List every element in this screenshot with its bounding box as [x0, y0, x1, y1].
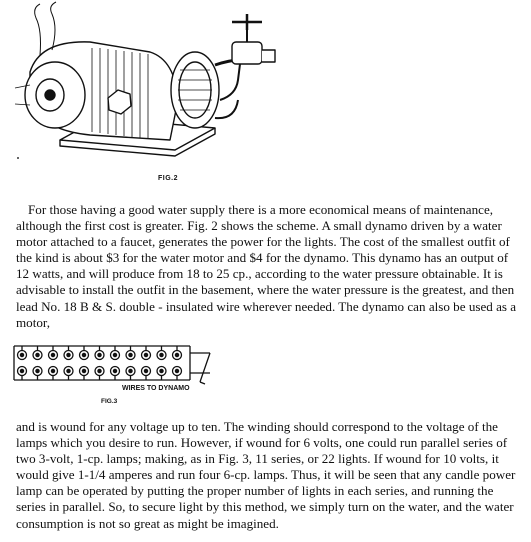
- paragraph-2: and is wound for any voltage up to ten. The winding should correspond to the voltage of the lamps which you desire to run. However, if wound for 6 volts, one could run parallel series of two 3-volt, 1-cp. lamps; making, as in Fig. 3, 11 series, or 22 lights. If wound for 10 volts, it would give 1-1/4 amperes and run four 6-cp. lamps. Thus, it will be seen that any candle power lamp can be operated by putting the proper number of lights in each series, and running the series in parallel. So, to secure light by this method, we simply turn on the water, and the water consumption is not so great as might be imagined.: [16, 419, 516, 531]
- wires-to-dynamo-label: WIRES TO DYNAMO: [122, 385, 190, 392]
- figure-3-caption: FIG.3: [101, 398, 118, 405]
- lamp-filament-icon: [82, 353, 85, 356]
- figure-3-lamp-wiring-diagram: [0, 338, 250, 413]
- lamp-filament-icon: [113, 353, 116, 356]
- paragraph-1: For those having a good water supply there is a more economical means of maintenance, although the first cost is greater. Fig. 2 shows the scheme. A small dynamo driven by a water motor attached to a faucet, generates the power for the lights. The cost of the smallest outfit of the kind is about $3 for the water motor and $4 for the dynamo. This dynamo has an output of 12 watts, and will produce from 18 to 25 cp., according to the water pressure obtainable. It is advisable to install the outfit in the basement, where the water pressure is the greatest, and then lead No. 18 B & S. double - insulated wire wherever needed. The dynamo can also be used as a motor,: [16, 202, 517, 330]
- lamp-filament-icon: [98, 353, 101, 356]
- figure-2-dynamo-illustration: [0, 0, 300, 195]
- lamp-filament-icon: [144, 353, 147, 356]
- lamp-filament-icon: [160, 353, 163, 356]
- lamp-filament-icon: [144, 369, 147, 372]
- lamp-filament-icon: [36, 369, 39, 372]
- lamp-filament-icon: [129, 369, 132, 372]
- lamp-filament-icon: [51, 369, 54, 372]
- lamp-filament-icon: [160, 369, 163, 372]
- lamp-filament-icon: [175, 369, 178, 372]
- stray-mark: [17, 157, 19, 159]
- lamp-filament-icon: [20, 369, 23, 372]
- lamp-filament-icon: [67, 369, 70, 372]
- lamp-filament-icon: [20, 353, 23, 356]
- lamp-filament-icon: [36, 353, 39, 356]
- lamp-filament-icon: [82, 369, 85, 372]
- lamp-filament-icon: [98, 369, 101, 372]
- lamp-filament-icon: [175, 353, 178, 356]
- lamp-filament-icon: [129, 353, 132, 356]
- figure-2-caption: FIG.2: [158, 175, 179, 182]
- lamp-filament-icon: [67, 353, 70, 356]
- lamp-filament-icon: [113, 369, 116, 372]
- lamp-filament-icon: [51, 353, 54, 356]
